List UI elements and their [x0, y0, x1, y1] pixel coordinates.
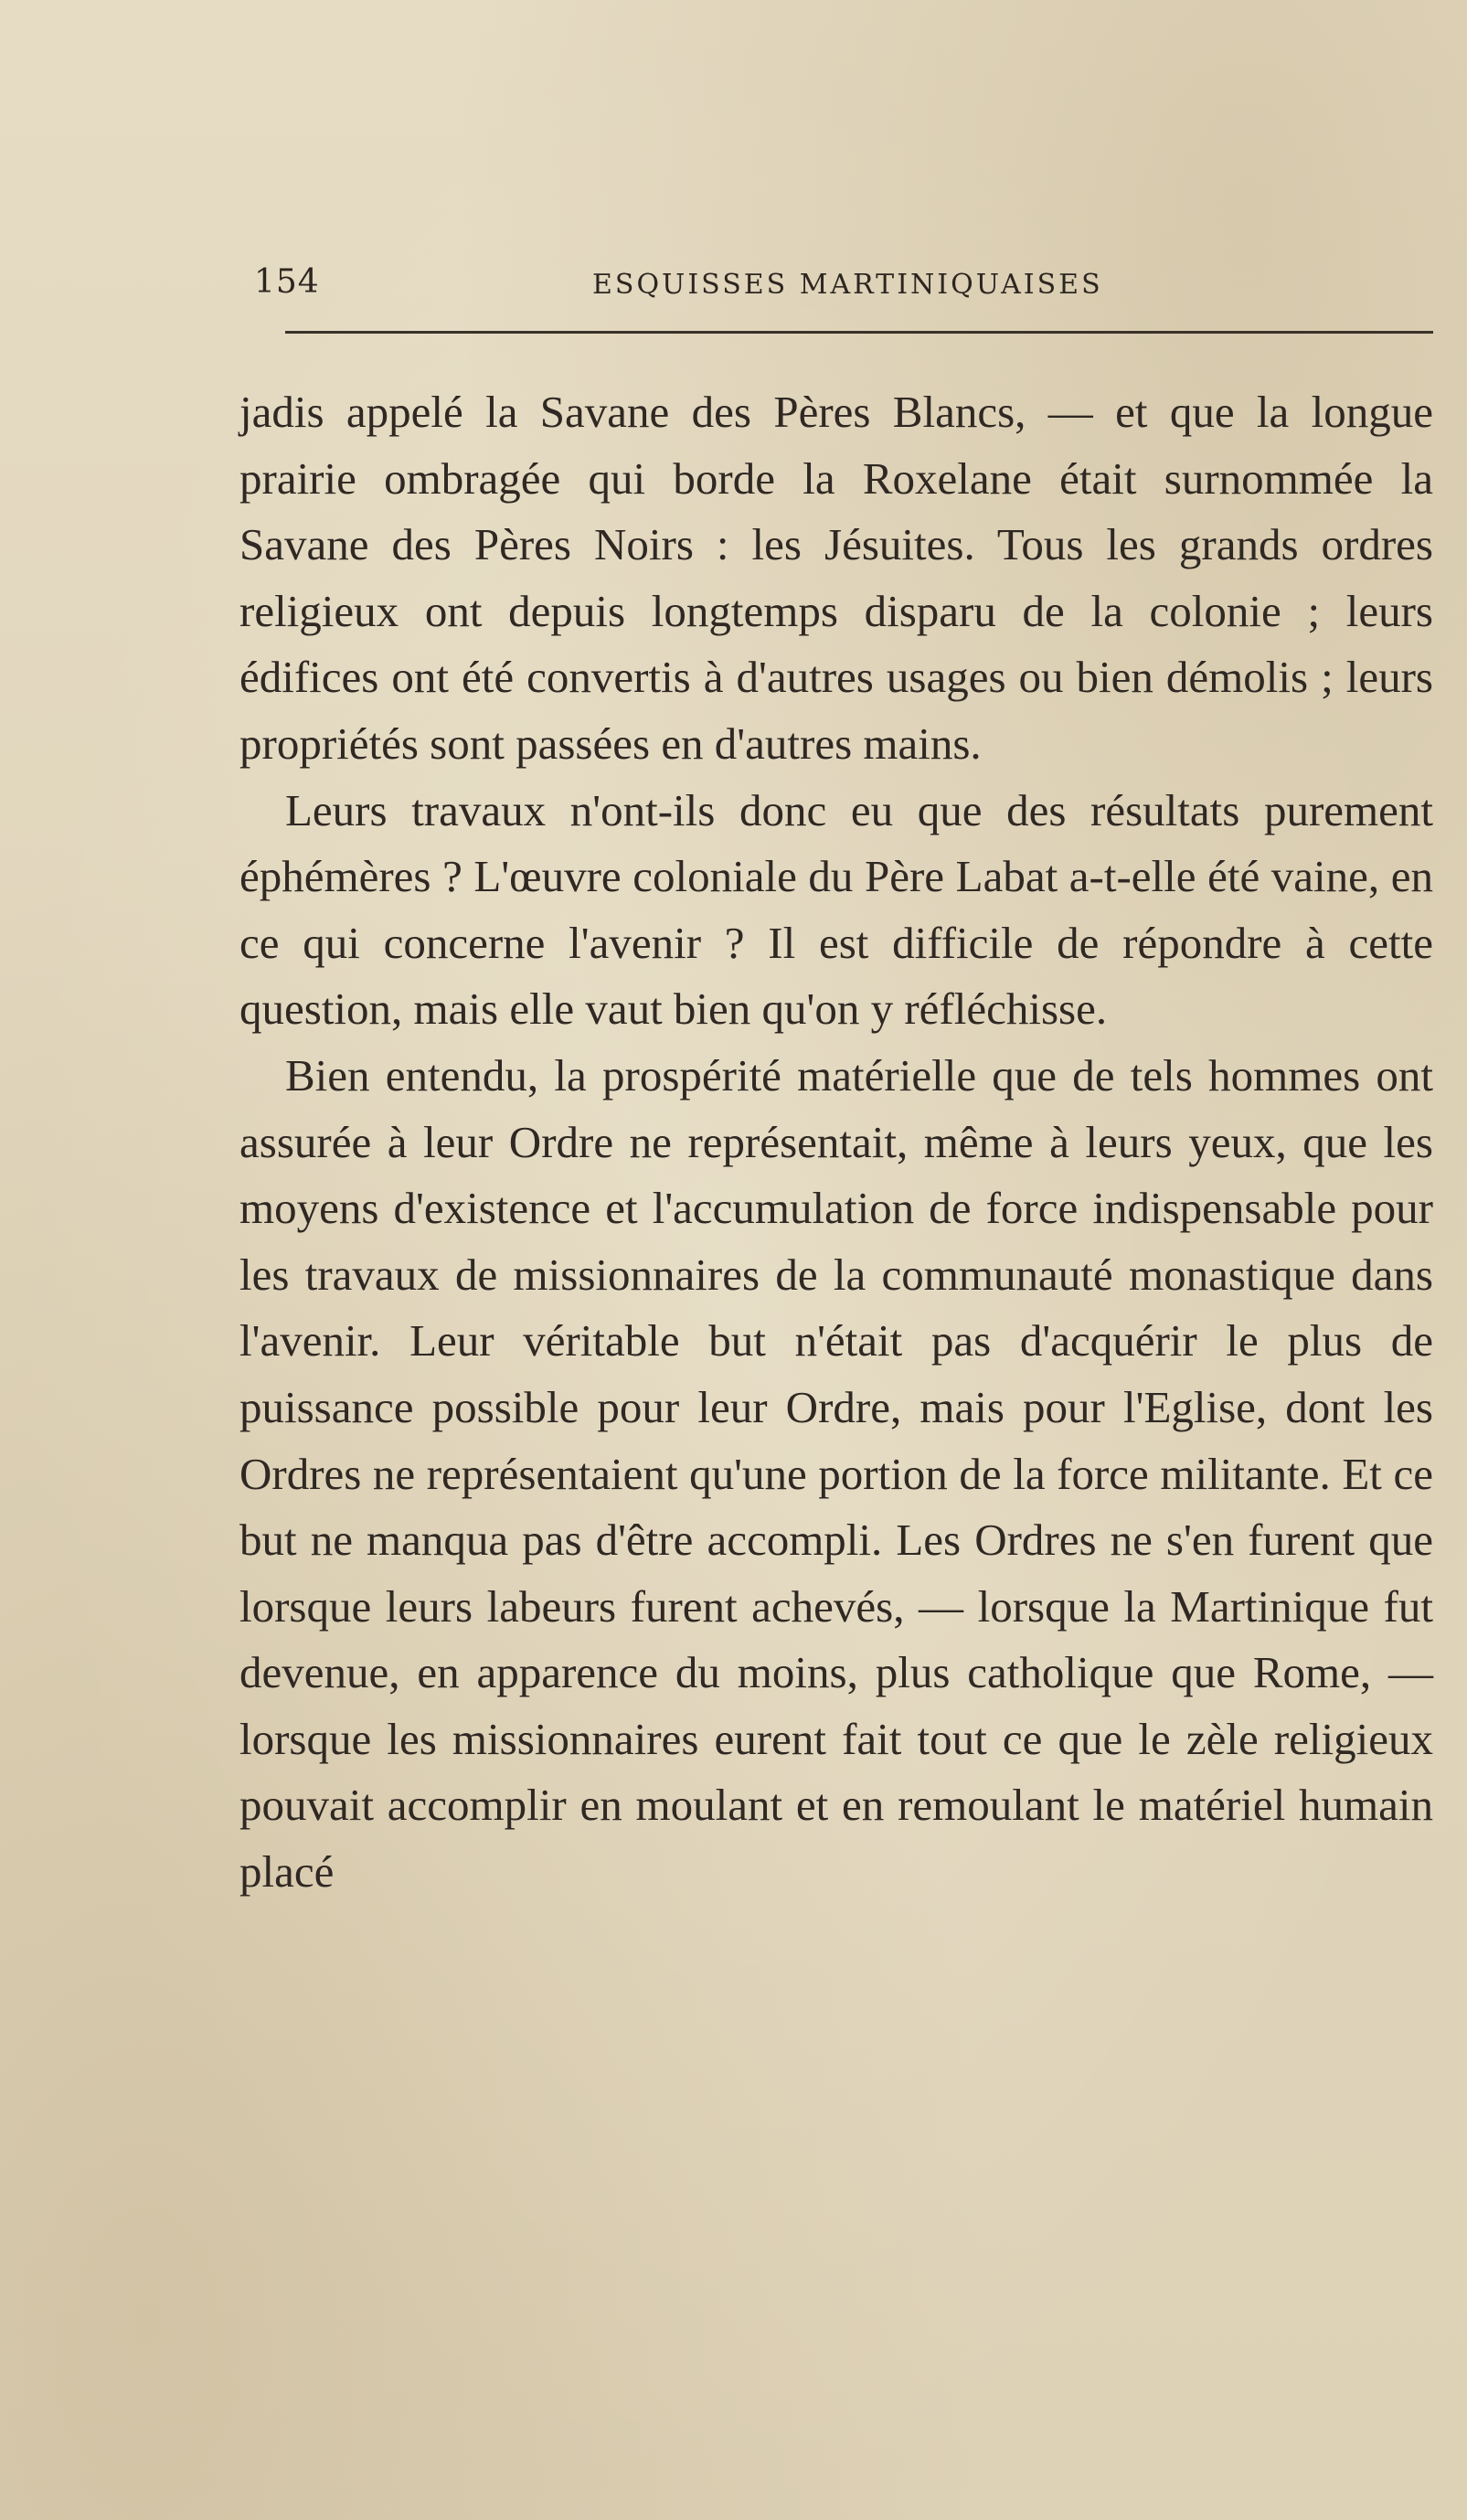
body-text	[239, 379, 1433, 1906]
paragraph-continuation: jadis appelé la Savane des Pères Blancs, — et que la longue prairie ombragée qui borde la Roxelane était surnommée la Savane des Pères Noirs : les Jésuites. Tous les grands ordres religieux ont depuis longtemps disparu de la colonie ; leurs édifices ont été convertis à d'autres usages ou bien démolis ; leurs propriétés sont passées en d'autres mains.	[239, 387, 1433, 769]
paragraph-labat-question: Leurs travaux n'ont-ils donc eu que des résultats purement éphémères ? L'œuvre coloniale du Père Labat a-t-elle été vaine, en ce qui concerne l'avenir ? Il est difficile de répondre à cette question, mais elle vaut bien qu'on y réfléchisse.	[239, 784, 1433, 1035]
page-number: 154	[254, 263, 320, 301]
paragraph-material-prosperity: Bien entendu, la prospérité matérielle que de tels hommes ont assurée à leur Ordre ne représentait, même à leurs yeux, que les moyens d'existence et l'accumulation de force indispensable pour les travaux de missionnaires de la communauté monastique dans l'avenir. Leur véritable but n'était pas d'acquérir le plus de puissance possible pour leur Ordre, mais pour l'Eglise, dont les Ordres ne représentaient qu'une portion de la force militante. Et ce but ne manqua pas d'être accompli. Les Ordres ne s'en furent que lorsque leurs labeurs furent achevés, — lorsque la Martinique fut devenue, en apparence du moins, plus catholique que Rome, — lorsque les missionnaires eurent fait tout ce que le zèle religieux pouvait accomplir en moulant et en remoulant le matériel humain placé	[239, 1049, 1433, 1898]
header-rule	[285, 331, 1433, 334]
page-header	[254, 263, 1433, 309]
running-title: ESQUISSES MARTINIQUAISES	[592, 269, 1103, 301]
